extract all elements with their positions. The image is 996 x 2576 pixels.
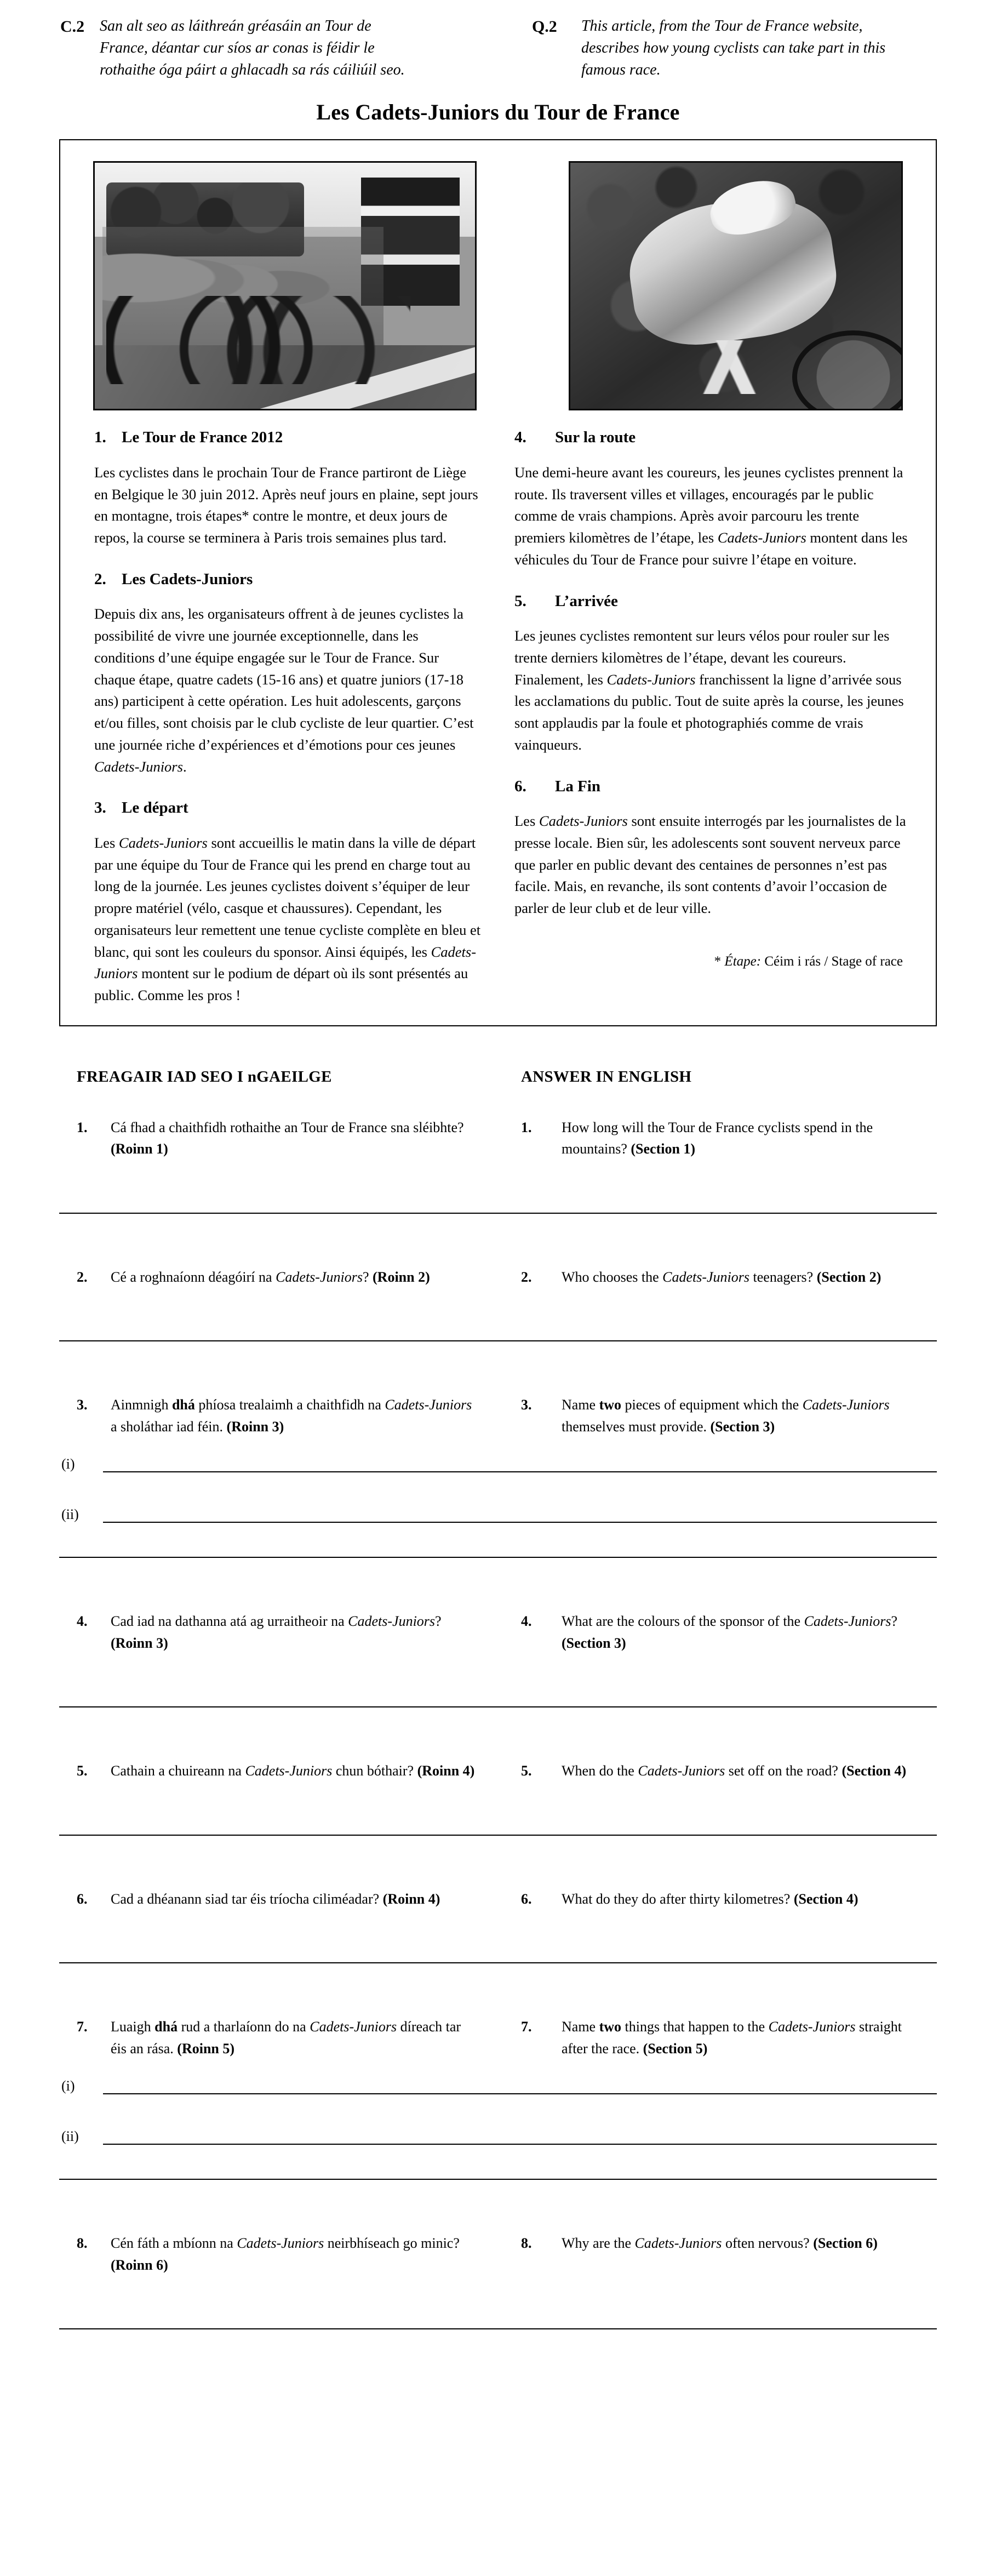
question-irish [59, 1760, 498, 1782]
question-text-english: What are the colours of the sponsor of the Cadets-Juniors? (Section 3) [562, 1613, 898, 1651]
question-number: 7. [77, 2019, 88, 2035]
question-number: 5. [521, 1763, 532, 1779]
spacer [59, 1910, 937, 1962]
footnote-gloss: Céim i rás / Stage of race [764, 953, 903, 969]
answer-subline[interactable] [59, 2128, 937, 2145]
spacer [59, 2059, 937, 2078]
question-block [59, 1760, 937, 1888]
question-row [59, 1610, 937, 1654]
section-title-6: La Fin [555, 777, 600, 795]
section-body-5: Les jeunes cyclistes remontent sur leurs vélos pour rouler sur les trente derniers kilomètres de l’étape, devant les coureurs. Finalement, les Cadets-Juniors franchissent la ligne d’arrivée sous les acclamations du public. Tout de suite après la course, les jeunes sont applaudis par la foule et photographiés comme de vrais vainqueurs. [514, 627, 904, 753]
article-columns [77, 426, 919, 1007]
question-text-english: How long will the Tour de France cyclists spend in the mountains? (Section 1) [562, 1119, 873, 1157]
instruction-code-irish: C.2 [60, 18, 85, 36]
spacer [59, 2145, 937, 2179]
spacer [59, 1472, 937, 1506]
section-title-2: Les Cadets-Juniors [122, 570, 253, 588]
question-text-irish: Luaigh dhá rud a tharlaíonn do na Cadets-Juniors díreach tar éis an rása. (Roinn 5) [111, 2019, 461, 2057]
question-irish [59, 1888, 498, 1910]
footnote-term: Étape: [724, 953, 762, 969]
question-block [59, 1394, 937, 1610]
section-title-5: L’arrivée [555, 592, 618, 610]
footnote [514, 951, 909, 972]
question-number: 2. [521, 1269, 532, 1285]
section-heading-1 [94, 426, 482, 450]
section-body-3: Les Cadets-Juniors sont accueillis le matin dans la ville de départ par une équipe du Tour de France qui les prend en charge tout au long de la journée. Les jeunes cyclistes doivent s’équiper de leur propre matériel (vélo, casque et chaussures). Cependant, les organisateurs leur remettent une tenue cycliste complète en bleu et blanc, qui sont les couleurs du sponsor. Ainsi équipés, les Cadets-Juniors montent sur le podium de départ où ils sont présentés au public. Comme les pros ! [94, 834, 481, 1003]
page-title: Les Cadets-Juniors du Tour de France [316, 100, 680, 125]
answer-write-line[interactable] [103, 1507, 937, 1523]
section-number-4: 4. [514, 429, 526, 447]
question-row [59, 1394, 937, 1437]
question-row [59, 2016, 937, 2059]
section-number-2: 2. [94, 570, 106, 588]
question-block [59, 1610, 937, 1760]
section-title-3: Le départ [122, 799, 188, 817]
question-row [59, 1266, 937, 1288]
section-body-6: Les Cadets-Juniors sont ensuite interrogés par les journalistes de la presse locale. Bien sûr, les adolescents sont souvent nerveux parce que parler en public devant des centaines de personnes n’est pas facile. Mais, en revanche, ils sont contents d’avoir l’occasion de parler de leur club et de leur ville. [514, 813, 906, 916]
spacer [59, 1963, 937, 2016]
question-english [498, 2232, 937, 2276]
answer-write-line[interactable] [103, 2079, 937, 2094]
instruction-text-irish: San alt seo as láithreán gréasáin an Tour de France, déantar cur síos ar conas is féidir le rothaithe óga páirt a ghlacadh sa rás cáiliúil seo. [100, 18, 405, 78]
section-number-5: 5. [514, 592, 526, 610]
question-block [59, 2016, 937, 2232]
question-text-english: What do they do after thirty kilometres? (Section 4) [562, 1890, 858, 1907]
question-number: 8. [77, 2235, 88, 2252]
answer-write-line[interactable] [103, 1457, 937, 1472]
question-number: 3. [521, 1397, 532, 1413]
question-number: 4. [521, 1613, 532, 1630]
answer-subline[interactable] [59, 2078, 937, 2094]
section-number-3: 3. [94, 799, 106, 817]
spacer [59, 1160, 937, 1213]
question-block [59, 1117, 937, 1266]
question-english [498, 1888, 937, 1910]
question-english [498, 2016, 937, 2059]
subline-label: (i) [61, 2078, 75, 2094]
article-column-right [498, 426, 919, 1007]
spacer [59, 1558, 937, 1610]
section-body-2: Depuis dix ans, les organisateurs offrent à de jeunes cyclistes la possibilité de vivre une journée exceptionnelle, dans les conditions d’une équipe engagée sur le Tour de France. Sur chaque étape, quatre cadets (15-16 ans) et quatre juniors (17-18 ans) participent à cette opération. Les huit adolescents, garçons et/ou filles, sont choisis par le club cycliste de leur quartier. C’est une journée riche d’expériences et d’émotions pour ces jeunes Cadets-Juniors. [94, 606, 474, 775]
question-row [59, 1117, 937, 1160]
question-text-english: Name two pieces of equipment which the Cadets-Juniors themselves must provide. (Section 3) [562, 1397, 890, 1435]
instruction-text-english: This article, from the Tour de France website, describes how young cyclists can take part in this famous race. [581, 18, 886, 78]
question-irish [59, 2016, 498, 2059]
answer-write-line[interactable] [103, 2129, 937, 2145]
question-number: 8. [521, 2235, 532, 2252]
spacer [59, 1288, 937, 1340]
section-title-1: Le Tour de France 2012 [122, 429, 283, 447]
section-body-4: Une demi-heure avant les coureurs, les jeunes cyclistes prennent la route. Ils traversent villes et villages, encouragés par le public comme de vrais champions. Après avoir parcouru les trente premiers kilomètres de l’étape, les Cadets-Juniors montent dans les véhicules du Tour de France pour suivre l’étape en voiture. [514, 464, 908, 568]
answer-subline[interactable] [59, 1506, 937, 1523]
question-text-irish: Cad iad na dathanna atá ag urraitheoir na Cadets-Juniors? (Roinn 3) [111, 1613, 442, 1651]
question-text-english: When do the Cadets-Juniors set off on the road? (Section 4) [562, 1763, 907, 1779]
question-english [498, 1760, 937, 1782]
question-number: 4. [77, 1613, 88, 1630]
instruction-irish [60, 15, 516, 81]
footnote-marker: * [714, 953, 722, 969]
spacer [59, 2329, 937, 2382]
questions-section [59, 1068, 937, 2383]
subline-label: (ii) [61, 1506, 79, 1523]
question-irish [59, 1117, 498, 1160]
spacer [59, 1782, 937, 1835]
question-text-irish: Cén fáth a mbíonn na Cadets-Juniors neirbhíseach go minic? (Roinn 6) [111, 2235, 460, 2273]
questions-heading-english: ANSWER IN ENGLISH [521, 1067, 692, 1086]
photo-row [77, 155, 919, 414]
section-heading-4 [514, 426, 909, 450]
question-english [498, 1610, 937, 1654]
question-number: 3. [77, 1397, 88, 1413]
question-number: 6. [521, 1890, 532, 1907]
spacer [59, 1523, 937, 1557]
article-box [59, 139, 937, 1026]
question-number: 7. [521, 2019, 532, 2035]
article-column-left [77, 426, 498, 1007]
section-heading-2 [94, 568, 482, 592]
question-irish [59, 1610, 498, 1654]
question-text-english: Why are the Cadets-Juniors often nervous? (Section 6) [562, 2235, 878, 2252]
question-english [498, 1394, 937, 1437]
subline-label: (ii) [61, 2128, 79, 2145]
question-irish [59, 2232, 498, 2276]
question-text-irish: Cé a roghnaíonn déagóirí na Cadets-Juniors? (Roinn 2) [111, 1269, 430, 1285]
questions-heading-irish: FREAGAIR IAD SEO I nGAEILGE [77, 1067, 332, 1086]
photo-young-rider [569, 161, 903, 410]
questions-headers [59, 1068, 937, 1086]
photo-peloton [93, 161, 477, 410]
question-text-irish: Cá fhad a chaithfidh rothaithe an Tour de France sna sléibhte? (Roinn 1) [111, 1119, 464, 1157]
question-number: 6. [77, 1890, 88, 1907]
question-text-english: Name two things that happen to the Cadets-Juniors straight after the race. (Section 5) [562, 2019, 902, 2057]
section-number-6: 6. [514, 777, 526, 795]
spacer [59, 2094, 937, 2128]
question-english [498, 1117, 937, 1160]
question-english [498, 1266, 937, 1288]
section-heading-6 [514, 775, 909, 799]
question-row [59, 1760, 937, 1782]
answer-subline[interactable] [59, 1456, 937, 1472]
question-text-irish: Ainmnigh dhá phíosa trealaimh a chaithfidh na Cadets-Juniors a sholáthar iad féin. (Roinn 3) [111, 1397, 472, 1435]
instruction-code-english: Q.2 [531, 18, 557, 36]
spacer [59, 2276, 937, 2328]
section-title-4: Sur la route [555, 429, 636, 447]
spacer [59, 1341, 937, 1394]
question-text-irish: Cad a dhéanann siad tar éis tríocha ciliméadar? (Roinn 4) [111, 1890, 440, 1907]
question-block [59, 1888, 937, 2017]
spacer [59, 1654, 937, 1706]
question-number: 1. [521, 1119, 532, 1135]
section-heading-5 [514, 590, 909, 614]
question-text-irish: Cathain a chuireann na Cadets-Juniors chun bóthair? (Roinn 4) [111, 1763, 475, 1779]
question-number: 5. [77, 1763, 88, 1779]
question-irish [59, 1394, 498, 1437]
subline-label: (i) [61, 1456, 75, 1472]
question-row [59, 2232, 937, 2276]
question-irish [59, 1266, 498, 1288]
question-row [59, 1888, 937, 1910]
section-heading-3 [94, 796, 482, 820]
question-text-english: Who chooses the Cadets-Juniors teenagers? (Section 2) [562, 1269, 881, 1285]
section-number-1: 1. [94, 429, 106, 447]
spacer [59, 1836, 937, 1888]
spacer [59, 1214, 937, 1266]
question-block [59, 2232, 937, 2382]
spacer [59, 1437, 937, 1456]
instruction-header [0, 0, 996, 81]
instruction-english [516, 15, 936, 81]
question-number: 1. [77, 1119, 88, 1135]
spacer [59, 1707, 937, 1760]
questions-list [59, 1117, 937, 2383]
question-block [59, 1266, 937, 1395]
spacer [59, 2180, 937, 2232]
question-number: 2. [77, 1269, 88, 1285]
section-body-1: Les cyclistes dans le prochain Tour de France partiront de Liège en Belgique le 30 juin 2012. Après neuf jours en plaine, sept jours en montagne, trois étapes* contre le montre, et deux jours de repos, la course se terminera à Paris trois semaines plus tard. [94, 464, 478, 546]
